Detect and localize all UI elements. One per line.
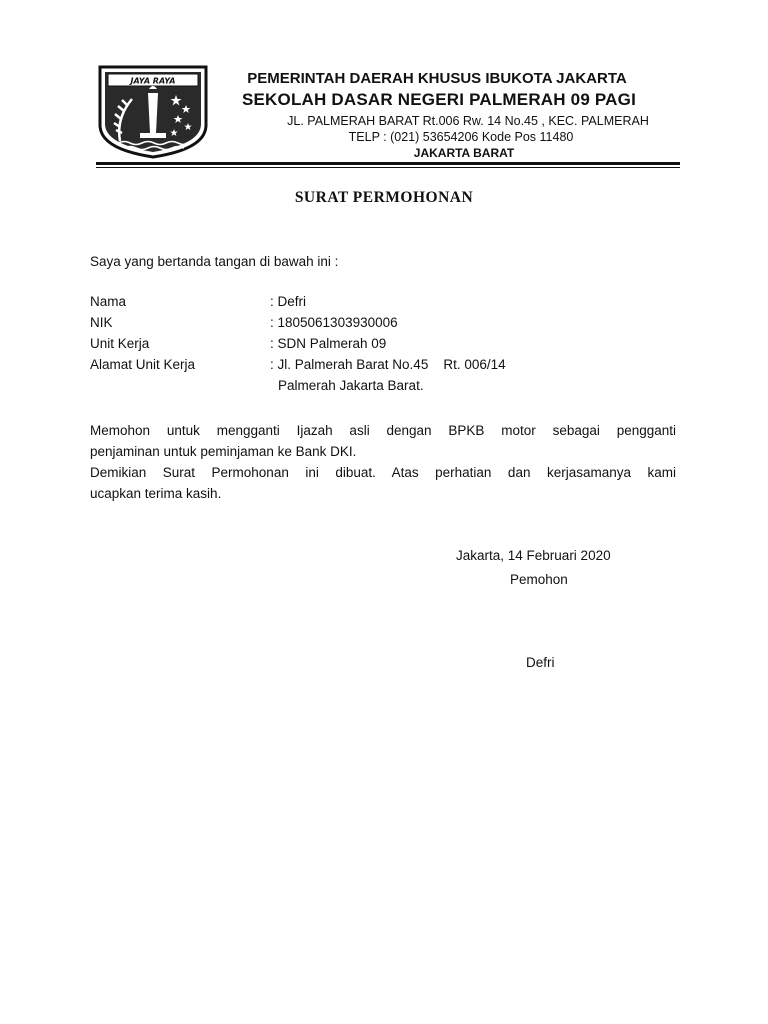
svg-text:JAYA RAYA: JAYA RAYA [130, 76, 176, 86]
letterhead-school-name: SEKOLAH DASAR NEGERI PALMERAH 09 PAGI [241, 90, 637, 109]
field-label-nik: NIK [90, 315, 113, 330]
field-label-alamat: Alamat Unit Kerja [90, 357, 196, 372]
request-paragraph-line2: penjaminan untuk peminjaman ke Bank DKI. [90, 444, 357, 459]
request-paragraph [90, 420, 676, 462]
intro-text: Saya yang bertanda tangan di bawah ini : [90, 254, 339, 269]
letter-title: SURAT PERMOHONAN [294, 189, 474, 206]
field-value-alamat-line2: Palmerah Jakarta Barat. [278, 378, 424, 393]
signer-role: Pemohon [510, 572, 568, 587]
letterhead-phone: TELP : (021) 53654206 Kode Pos 11480 [348, 130, 574, 144]
letterhead-divider-thick [96, 162, 680, 165]
closing-paragraph-line2: ucapkan terima kasih. [90, 486, 222, 501]
letterhead-city: JAKARTA BARAT [413, 146, 515, 160]
jakarta-coat-of-arms-icon [96, 63, 210, 159]
letterhead-address: JL. PALMERAH BARAT Rt.006 Rw. 14 No.45 , KEC. PALMERAH [287, 114, 649, 128]
closing-paragraph-line1: Demikian Surat Permohonan ini dibuat. Atas perhatian dan kerjasamanya kami [90, 465, 676, 480]
field-label-nama: Nama [90, 294, 127, 309]
place-date: Jakarta, 14 Februari 2020 [456, 548, 611, 563]
signer-name: Defri [526, 655, 555, 670]
field-value-nama: : Defri [270, 294, 307, 309]
letterhead-government: PEMERINTAH DAERAH KHUSUS IBUKOTA JAKARTA [247, 70, 627, 87]
field-value-alamat: : Jl. Palmerah Barat No.45 Rt. 006/14 [270, 357, 506, 372]
field-label-unit-kerja: Unit Kerja [90, 336, 150, 351]
closing-paragraph [90, 462, 676, 504]
request-paragraph-line1: Memohon untuk mengganti Ijazah asli dengan BPKB motor sebagai pengganti [90, 423, 676, 438]
field-value-nik: : 1805061303930006 [270, 315, 398, 330]
letterhead-divider-thin [96, 167, 680, 168]
field-value-unit-kerja: : SDN Palmerah 09 [270, 336, 387, 351]
